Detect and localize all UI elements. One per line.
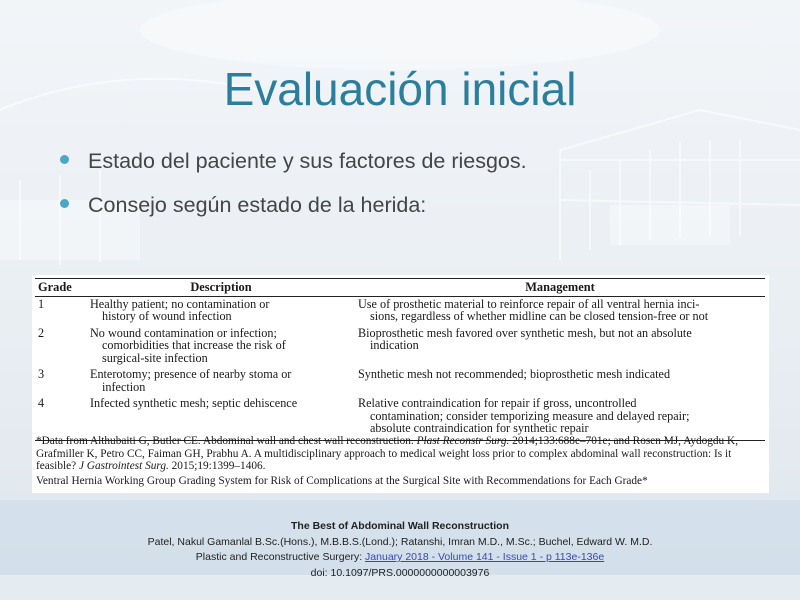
table-row: [35, 326, 765, 368]
table-row: [35, 296, 765, 326]
cell-management: [355, 367, 765, 396]
citation-journal: [0, 550, 800, 566]
cell-grade: 3: [38, 367, 45, 381]
cell-line: comorbidities that increase the risk of: [102, 338, 286, 352]
cell-management: [355, 326, 765, 368]
citation-authors: Patel, Nakul Gamanlal B.Sc.(Hons.), M.B.B.S.(Lond.); Ratanshi, Imran M.D., M.Sc.; Buchel, Edward W. M.D.: [147, 535, 653, 548]
cell-line: infection: [102, 379, 146, 394]
bullet-item: [58, 190, 778, 234]
slide-title: Evaluación inicial: [223, 63, 577, 115]
cell-line: contamination; consider temporizing measure and delayed repair;: [370, 408, 690, 423]
cell-line: Relative contraindication for repair if gross, uncontrolled: [358, 396, 637, 410]
citation-journal-prefix: Plastic and Reconstructive Surgery:: [195, 551, 366, 563]
cell-line: history of wound infection: [102, 309, 232, 323]
cell-description: [87, 367, 355, 396]
citation-title: The Best of Abdominal Wall Reconstruction: [291, 520, 509, 532]
cell-line: sions, regardless of whether midline can be closed tension-free or not: [370, 309, 709, 323]
grading-table: [35, 278, 765, 441]
footnote-text: 2015;19:1399–1406.: [168, 460, 266, 473]
grading-table-image: [32, 275, 769, 493]
table-row: [35, 367, 765, 396]
citation-block: [0, 519, 800, 581]
cell-description: [87, 326, 355, 368]
cell-grade: 2: [38, 325, 45, 340]
header-management: Management: [355, 279, 765, 297]
cell-line: indication: [370, 338, 419, 352]
bullet-dot-icon: [60, 199, 69, 208]
cell-management: [355, 296, 765, 326]
bullet-text: Estado del paciente y sus factores de riesgos.: [88, 149, 527, 173]
header-description: Description: [87, 279, 355, 297]
cell-line: Use of prosthetic material to reinforce repair of all ventral hernia inci-: [358, 296, 700, 311]
header-grade: Grade: [35, 279, 87, 297]
bullet-item: [58, 146, 778, 190]
table-caption: Ventral Hernia Working Group Grading System for Risk of Complications at the Surgical Site with Recommendations for Each Grade*: [36, 474, 648, 487]
cell-description: [87, 296, 355, 326]
cell-line: Infected synthetic mesh; septic dehiscence: [90, 396, 298, 410]
bullet-text: Consejo según estado de la herida:: [88, 193, 427, 217]
cell-line: Bioprosthetic mesh favored over synthetic mesh, but not an absolute: [358, 325, 692, 340]
cell-line: Synthetic mesh not recommended; bioprosthetic mesh indicated: [358, 367, 671, 381]
footnote-journal: J Gastrointest Surg.: [78, 460, 169, 473]
cell-line: Enterotomy; presence of nearby stoma or: [90, 367, 292, 381]
table-notes: [36, 435, 764, 487]
bullet-list: [58, 146, 778, 234]
cell-line: absolute contraindication for synthetic repair: [370, 421, 589, 435]
cell-line: Healthy patient; no contamination or: [90, 296, 270, 311]
table-footnote: [36, 435, 764, 473]
citation-doi: doi: 10.1097/PRS.0000000000003976: [310, 566, 490, 579]
table-row: [35, 396, 765, 440]
footnote-text: *Data from Althubaiti G, Butler CE. Abdominal wall and chest wall reconstruction.: [36, 435, 417, 447]
cell-management: [355, 396, 765, 440]
cell-description: [87, 396, 355, 440]
cell-grade: 4: [35, 396, 87, 440]
cell-line: No wound contamination or infection;: [90, 325, 277, 340]
cell-grade: 1: [38, 296, 45, 311]
bullet-dot-icon: [60, 155, 69, 164]
table-header-row: [35, 279, 765, 297]
cell-line: surgical-site infection: [102, 350, 208, 365]
footnote-text: 2014;133:688e–701e; and Rosen MJ, Aydogdu K, Grafmiller K, Petro CC, Faiman GH, Prabhu A. A multidisciplinary approach to medical weight loss prior to complex abdominal wall reconstruction: Is it feasible?: [36, 435, 739, 473]
citation-issue-link[interactable]: January 2018 - Volume 141 - Issue 1 - p 113e-136e: [365, 551, 605, 563]
footnote-journal: Plast Reconstr Surg.: [416, 435, 510, 447]
